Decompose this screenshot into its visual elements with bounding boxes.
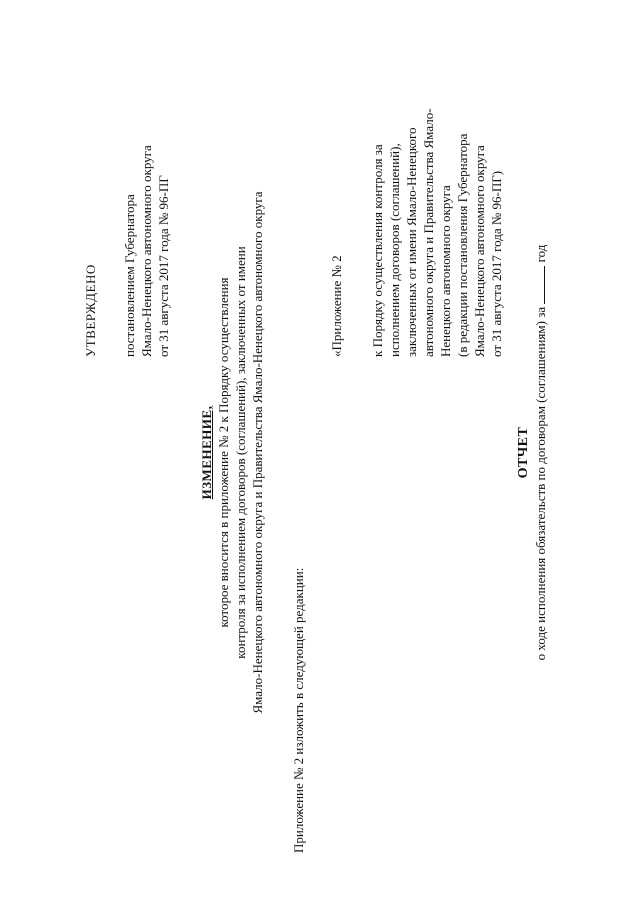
appendix-block [328,108,505,357]
change-line: контроля за исполнением договоров (соглашений), заключенных от имени [233,246,248,659]
approval-line: Ямало-Ненецкого автономного округа [139,145,154,357]
appendix-line: к Порядку осуществления контроля за [370,144,385,357]
approval-block [82,145,172,357]
appendix-line: заключенных от имени Ямало-Ненецкого [404,127,419,357]
report-block [515,0,549,905]
appendix-line: от 31 августа 2017 года № 96-ПГ) [489,170,504,357]
appendix-line: (в редакции постановления Губернатора [455,133,470,357]
year-blank-field [533,266,545,304]
change-line: которое вносится в приложение № 2 к Порядку осуществления [216,277,231,628]
report-subtitle-year: год [533,244,548,263]
appendix-number: «Приложение № 2 [329,255,344,357]
change-block [198,0,266,905]
intro-text: Приложение № 2 изложить в следующей редакции: [291,567,306,853]
approval-heading: УТВЕРЖДЕНО [83,264,98,357]
approval-line: от 31 августа 2017 года № 96-ПГ [156,175,171,357]
report-subtitle [532,0,549,905]
report-title: ОТЧЕТ [516,426,531,479]
change-line: Ямало-Ненецкого автономного округа и Правительства Ямало-Ненецкого автономного округа [250,191,265,714]
appendix-line: Ямало-Ненецкого автономного округа [472,145,487,357]
appendix-line: автономного округа и Правительства Ямало- [421,108,436,357]
approval-line: постановлением Губернатора [122,194,137,357]
appendix-line: Ненецкого автономного округа [438,185,453,357]
change-title: ИЗМЕНЕНИЕ, [199,405,214,500]
report-subtitle-text: о ходе исполнения обязательств по договорам (соглашениям) за [533,306,548,661]
appendix-line: исполнением договоров (соглашений), [387,143,402,357]
